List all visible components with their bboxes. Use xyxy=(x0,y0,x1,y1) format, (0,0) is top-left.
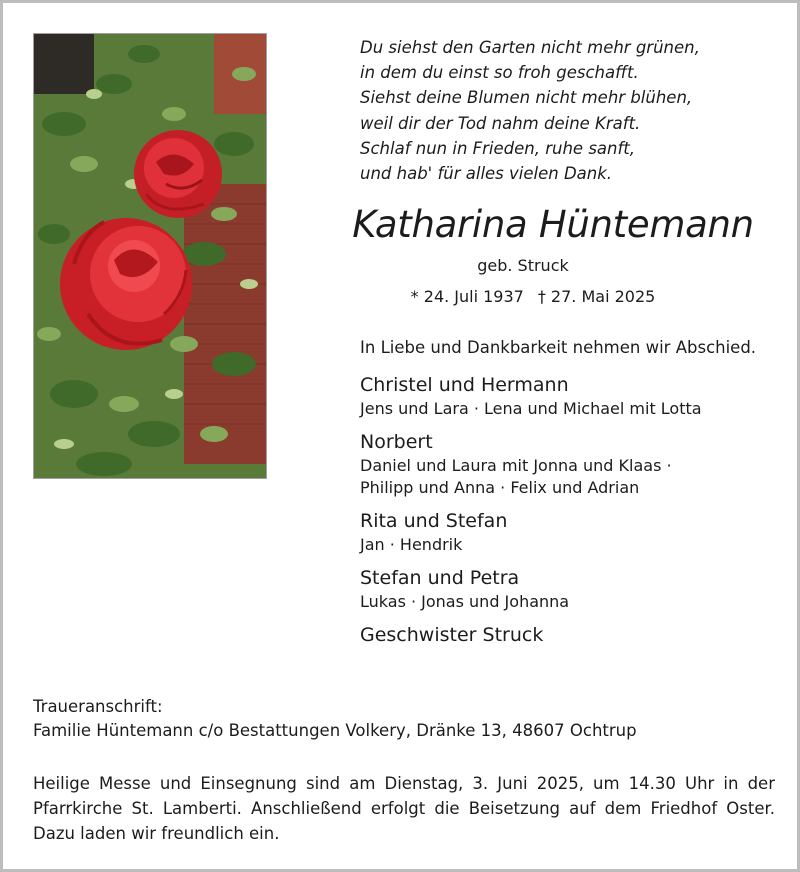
mourner-group-head: Christel und Hermann xyxy=(360,374,569,396)
poem-line: Du siehst den Garten nicht mehr grünen, xyxy=(360,38,700,57)
mourner-group xyxy=(360,429,780,499)
birth-date: * 24. Juli 1937 xyxy=(410,287,524,306)
mourner-group xyxy=(360,508,780,556)
poem-line: weil dir der Tod nahm deine Kraft. xyxy=(360,113,641,133)
address-label: Traueranschrift: xyxy=(33,697,163,716)
condolence-address xyxy=(33,695,637,743)
deceased-name: Katharina Hüntemann xyxy=(352,203,754,246)
mourners-list xyxy=(360,372,780,657)
poem xyxy=(360,35,760,186)
mourner-group xyxy=(360,565,780,613)
death-date: † 27. Mai 2025 xyxy=(537,287,656,306)
mourner-group-line: Lukas · Jonas und Johanna xyxy=(360,592,570,611)
mourner-group-line: Philipp und Anna · Felix und Adrian xyxy=(360,478,640,497)
service-line: Dazu laden wir freundlich ein. xyxy=(33,824,280,843)
mourner-group-head: Norbert xyxy=(360,431,433,453)
service-info xyxy=(33,771,775,846)
mourner-group xyxy=(360,622,780,648)
service-line: Pfarrkirche St. Lamberti. Anschließend erfolgt die Beisetzung auf dem Friedhof Oster. xyxy=(33,799,775,818)
mourner-group-head: Rita und Stefan xyxy=(360,510,508,532)
mourner-group-head: Stefan und Petra xyxy=(360,567,520,589)
service-line: Heilige Messe und Einsegnung sind am Dienstag, 3. Juni 2025, um 14.30 Uhr in der xyxy=(33,774,775,793)
maiden-name: geb. Struck xyxy=(477,256,569,275)
mourner-group-line: Jan · Hendrik xyxy=(360,535,463,554)
mourner-group-line: Daniel und Laura mit Jonna und Klaas · xyxy=(360,456,672,475)
address-text: Familie Hüntemann c/o Bestattungen Volkery, Dränke 13, 48607 Ochtrup xyxy=(33,721,637,740)
life-dates xyxy=(333,287,733,307)
poem-line: Schlaf nun in Frieden, ruhe sanft, xyxy=(360,138,636,158)
mourner-group xyxy=(360,372,780,420)
poem-line: in dem du einst so froh geschafft. xyxy=(360,63,639,83)
farewell-text: In Liebe und Dankbarkeit nehmen wir Abschied. xyxy=(360,338,757,357)
mourner-group-line: Jens und Lara · Lena und Michael mit Lotta xyxy=(360,399,702,418)
poem-line: und hab' für alles vielen Dank. xyxy=(360,164,613,184)
rose-photo xyxy=(33,33,267,479)
mourner-group-head: Geschwister Struck xyxy=(360,624,544,646)
poem-line: Siehst deine Blumen nicht mehr blühen, xyxy=(360,88,693,108)
